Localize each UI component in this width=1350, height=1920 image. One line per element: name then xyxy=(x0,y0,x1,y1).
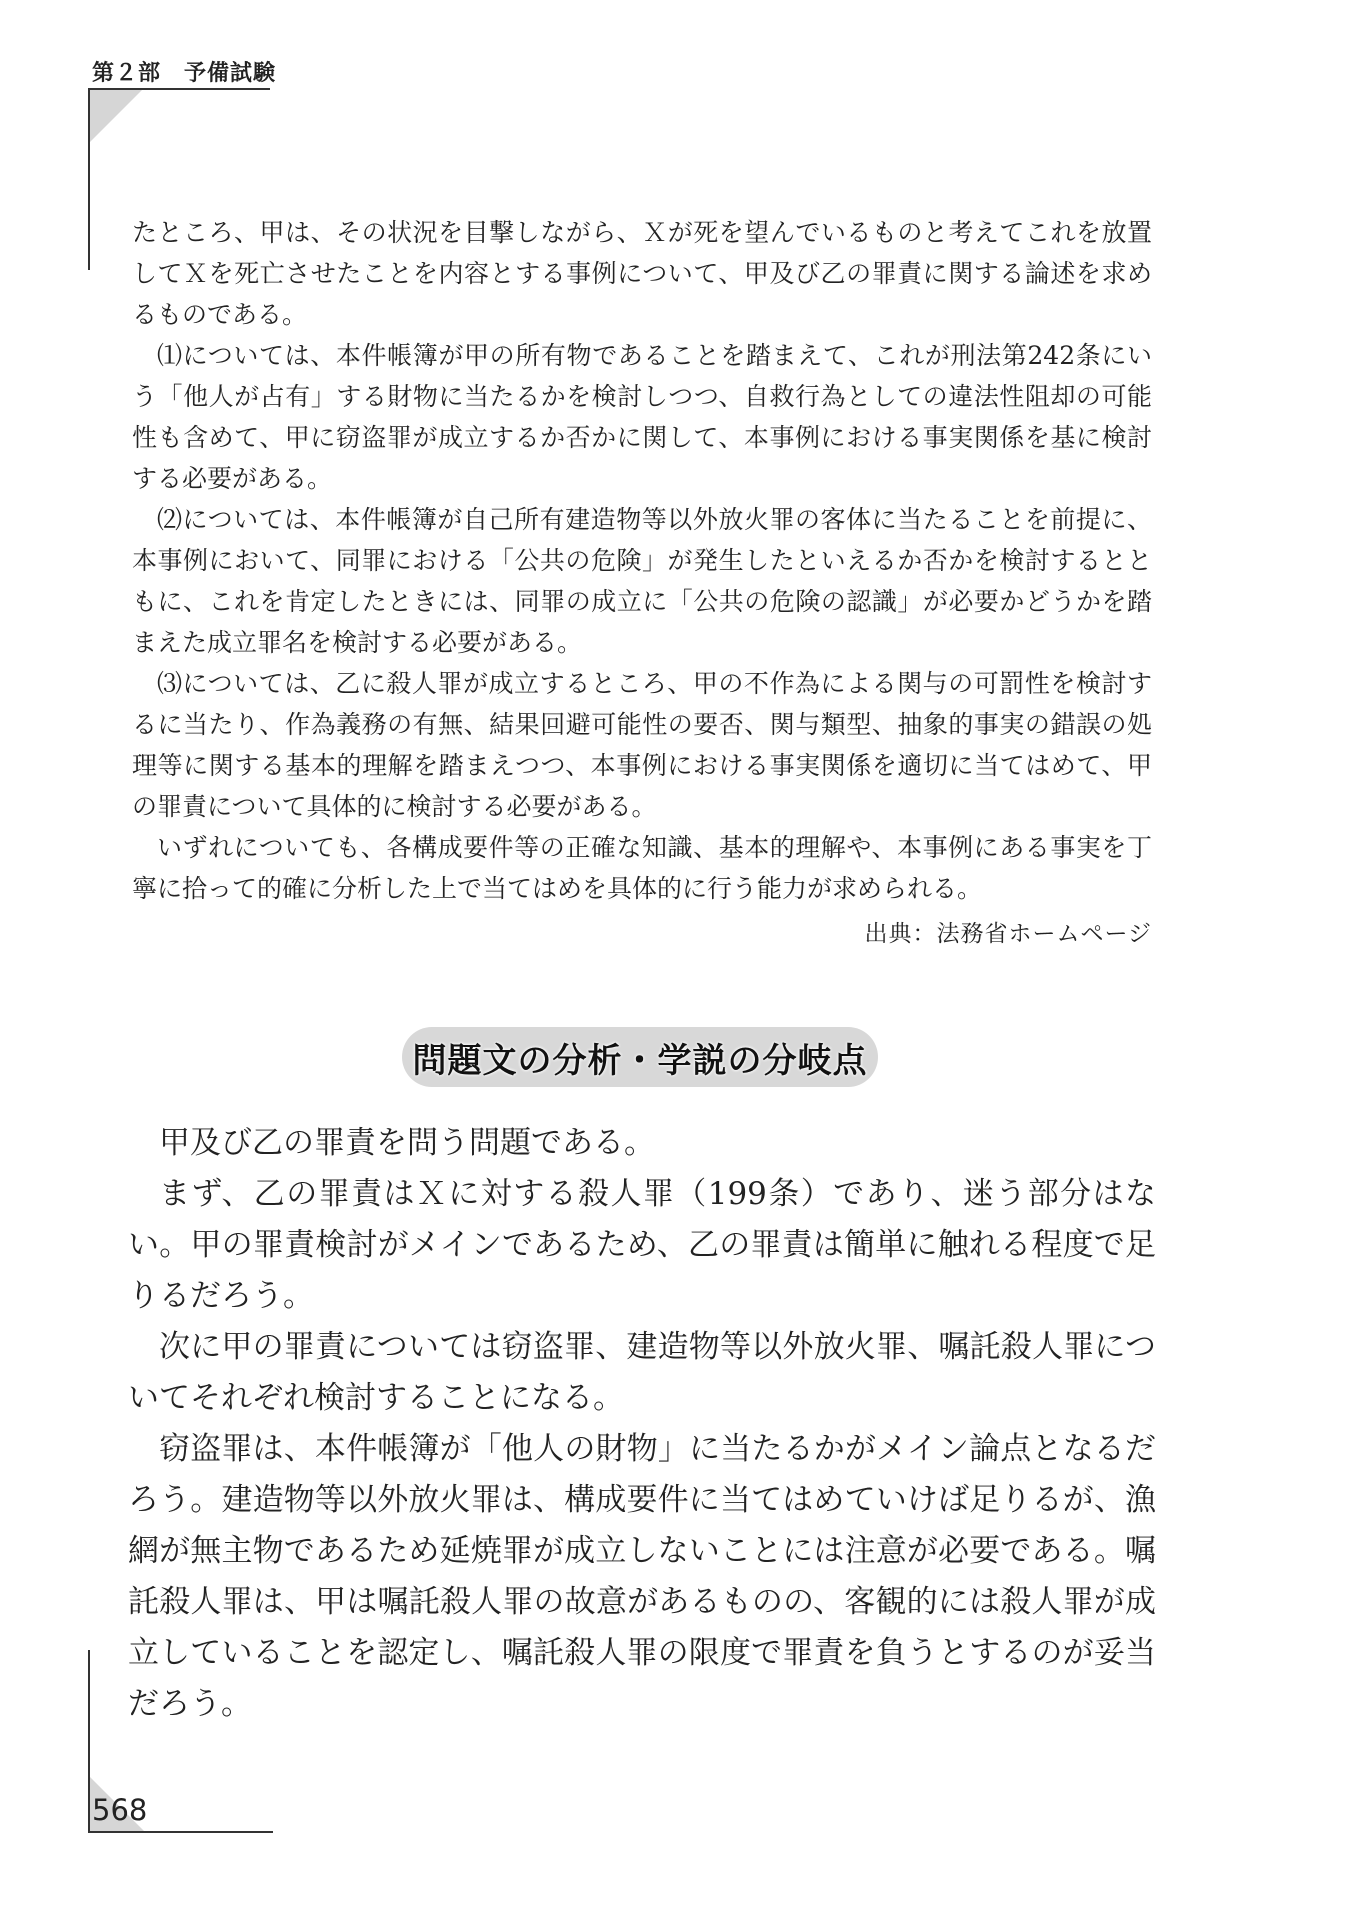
analysis-paragraph: まず、乙の罪責はＸに対する殺人罪（199条）であり、迷う部分はない。甲の罪責検討がメインであるため、乙の罪責は簡単に触れる程度で足りるだろう。 xyxy=(128,1176,1156,1314)
source-citation: 出典：法務省ホームページ xyxy=(864,921,1152,947)
page-number: 568 xyxy=(92,1793,148,1827)
quote-paragraph: たところ、甲は、その状況を目撃しながら、Ｘが死を望んでいるものと考えてこれを放置してＸを死亡させたことを内容とする事例について、甲及び乙の罪責に関する論述を求めるものである。 xyxy=(132,218,1152,329)
footer-rule xyxy=(88,1831,273,1833)
section-heading-badge xyxy=(402,1027,878,1087)
analysis-paragraph: 次に甲の罪責については窃盗罪、建造物等以外放火罪、嘱託殺人罪についてそれぞれ検討することになる。 xyxy=(128,1329,1156,1416)
quote-paragraph: ⑴については、本件帳簿が甲の所有物であることを踏まえて、これが刑法第242条にいう「他人が占有」する財物に当たるかを検討しつつ、自救行為としての違法性阻却の可能性も含めて、甲に窃盗罪が成立するか否かに関して、本事例における事実関係を基に検討する必要がある。 xyxy=(132,341,1152,493)
analysis-paragraph: 甲及び乙の罪責を問う問題である。 xyxy=(159,1125,655,1161)
quote-paragraph: いずれについても、各構成要件等の正確な知識、基本的理解や、本事例にある事実を丁寧に拾って的確に分析した上で当てはめを具体的に行う能力が求められる。 xyxy=(132,833,1152,903)
quoted-exam-commentary xyxy=(132,212,1152,909)
analysis-paragraph: 窃盗罪は、本件帳簿が「他人の財物」に当たるかがメイン論点となるだろう。建造物等以外放火罪は、構成要件に当てはめていけば足りるが、漁網が無主物であるため延焼罪が成立しないことには注意が必要である。嘱託殺人罪は、甲は嘱託殺人罪の故意があるものの、客観的には殺人罪が成立していることを認定し、嘱託殺人罪の限度で罪責を負うとするのが妥当だろう。 xyxy=(128,1431,1156,1722)
running-head: 第２部 予備試験 xyxy=(92,61,277,86)
section-heading: 問題文の分析・学説の分岐点 xyxy=(412,1040,868,1081)
quote-paragraph: ⑵については、本件帳簿が自己所有建造物等以外放火罪の客体に当たることを前提に、本事例において、同罪における「公共の危険」が発生したといえるか否かを検討するとともに、これを肯定したときには、同罪の成立に「公共の危険の認識」が必要かどうかを踏まえた成立罪名を検討する必要がある。 xyxy=(132,505,1152,657)
corner-triangle-top xyxy=(90,90,142,142)
analysis-body xyxy=(128,1118,1156,1730)
quote-paragraph: ⑶については、乙に殺人罪が成立するところ、甲の不作為による関与の可罰性を検討するに当たり、作為義務の有無、結果回避可能性の要否、関与類型、抽象的事実の錯誤の処理等に関する基本的理解を踏まえつつ、本事例における事実関係を適切に当てはめて、甲の罪責について具体的に検討する必要がある。 xyxy=(132,669,1152,821)
